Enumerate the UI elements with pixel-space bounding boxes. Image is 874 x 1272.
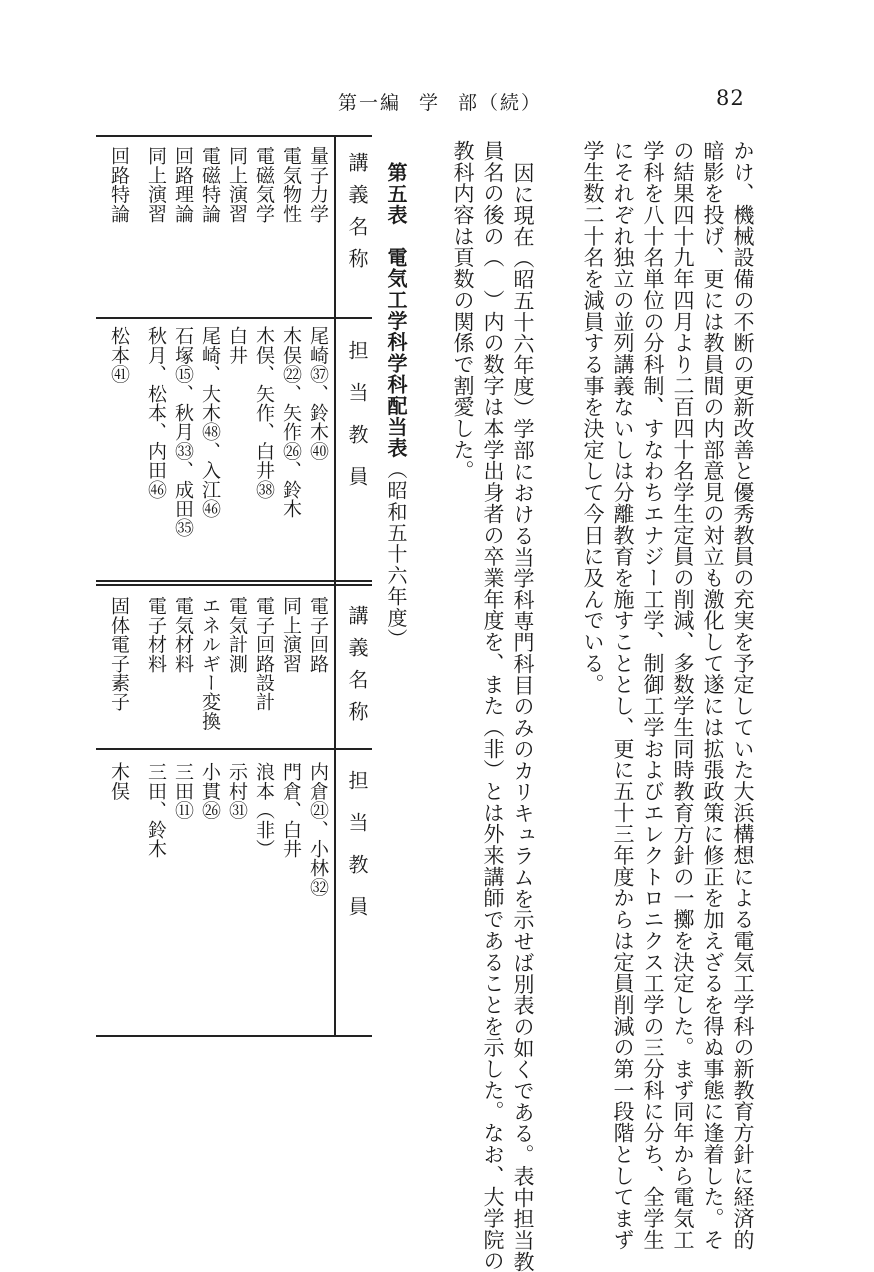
course-cell: 電子回路 (307, 596, 329, 673)
course-cell: 回路理論 (172, 146, 194, 223)
text-line: 学生数二十名を減員する事を決定して今日に及んでいる。 (581, 140, 605, 696)
instructor-cell: 尾崎、大木㊽、入江㊻ (199, 326, 221, 518)
text-line: の結果四十九年四月より二百四十名学生定員の削減、多数学生同時教育方針の一擲を決定した。まず同年から電気工 (671, 140, 695, 1251)
header-instructor-upper: 担当教員 (345, 770, 369, 938)
instructor-cell: 木俣㉒、矢作㉖、鈴木 (280, 326, 302, 518)
table-middle-border (96, 584, 372, 586)
running-title-part-2: 学 (419, 92, 441, 114)
header-course-name-upper: 講義名称 (345, 605, 369, 733)
running-title (338, 88, 542, 115)
page-header (0, 84, 874, 114)
instructor-cell: 三田、鈴木 (145, 762, 167, 858)
text-line: 因に現在（昭五十六年度）学部における当学科専門科目のみのカリキュラムを示せば別表の如くである。表中担当教 (511, 162, 535, 1272)
table-title (383, 162, 409, 650)
course-cell: 電磁特論 (199, 146, 221, 223)
course-cell: 量子力学 (307, 146, 329, 223)
course-cell: 同上演習 (226, 146, 248, 223)
instructor-cell: 白井 (226, 326, 248, 365)
instructor-cell: 小貫㉖ (199, 762, 221, 820)
instructor-cell: 木俣、矢作、白井㊳ (253, 326, 275, 499)
table-bottom-border (96, 1035, 372, 1037)
table-title-note: （昭和五十六年度） (384, 458, 408, 650)
table-title-text: 第五表 電気工学科学科配当表 (384, 162, 408, 459)
instructor-cell: 門倉、白井 (280, 762, 302, 858)
instructor-cell: 浪本（非） (253, 762, 275, 858)
course-cell: 電気物性 (280, 146, 302, 223)
text-line: 暗影を投げ、更には教員間の内部意見の対立も激化して遂には拡張政策に修正を加えざるを得ぬ事態に逢着した。そ (701, 140, 725, 1251)
instructor-cell: 松本㊶ (108, 326, 130, 384)
text-line: にそれぞれ独立の並列講義ないしは分離教育を施すこととし、更に五十三年度からは定員削減の第一段階としてまず (611, 140, 635, 1251)
table-header-divider (334, 135, 336, 1035)
instructor-cell: 尾崎㊲、鈴木㊵ (307, 326, 329, 461)
page-number: 82 (716, 86, 745, 110)
table-inner-divider (96, 317, 372, 319)
running-title-part-3: 部（続） (458, 92, 543, 114)
instructor-cell: 秋月、松本、内田㊻ (145, 326, 167, 499)
course-cell: 電気計測 (226, 596, 248, 673)
course-cell: 電磁気学 (253, 146, 275, 223)
table-middle-border (96, 580, 372, 582)
course-cell: 電気材料 (172, 596, 194, 673)
table-inner-divider (96, 748, 372, 750)
course-cell: 電子材料 (145, 596, 167, 673)
course-cell: 回路特論 (108, 146, 130, 223)
instructor-cell: 示村㉛ (226, 762, 248, 820)
instructor-cell: 石塚⑮、秋月㉝、成田㉟ (172, 326, 194, 538)
header-instructor-lower: 担当教員 (345, 340, 369, 508)
course-cell: 同上演習 (145, 146, 167, 223)
text-line: かけ、機械設備の不断の更新改善と優秀教員の充実を予定していた大浜構想による電気工学科の新教育方針に経済的 (731, 140, 755, 1251)
course-cell: エネルギー変換 (199, 596, 221, 731)
text-line: 教科内容は頁数の関係で割愛した。 (451, 140, 475, 482)
text-line: 員名の後の（ ）内の数字は本学出身者の卒業年度を、また（非）とは外来講師であることを示した。なお、大学院の (481, 140, 505, 1272)
text-line: 学科を八十名単位の分科制、すなわちエナジー工学、制御工学およびエレクトロニクス工学の三分科に分ち、全学生 (641, 140, 665, 1251)
table-top-border (96, 135, 372, 137)
instructor-cell: 内倉㉑、小林㉜ (307, 762, 329, 897)
running-title-part-1: 第一編 (338, 92, 402, 114)
instructor-cell: 木俣 (108, 762, 130, 801)
course-cell: 固体電子素子 (108, 596, 130, 712)
header-course-name-lower: 講義名称 (345, 152, 369, 280)
course-cell: 電子回路設計 (253, 596, 275, 712)
instructor-cell: 三田⑪ (172, 762, 194, 820)
course-cell: 同上演習 (280, 596, 302, 673)
